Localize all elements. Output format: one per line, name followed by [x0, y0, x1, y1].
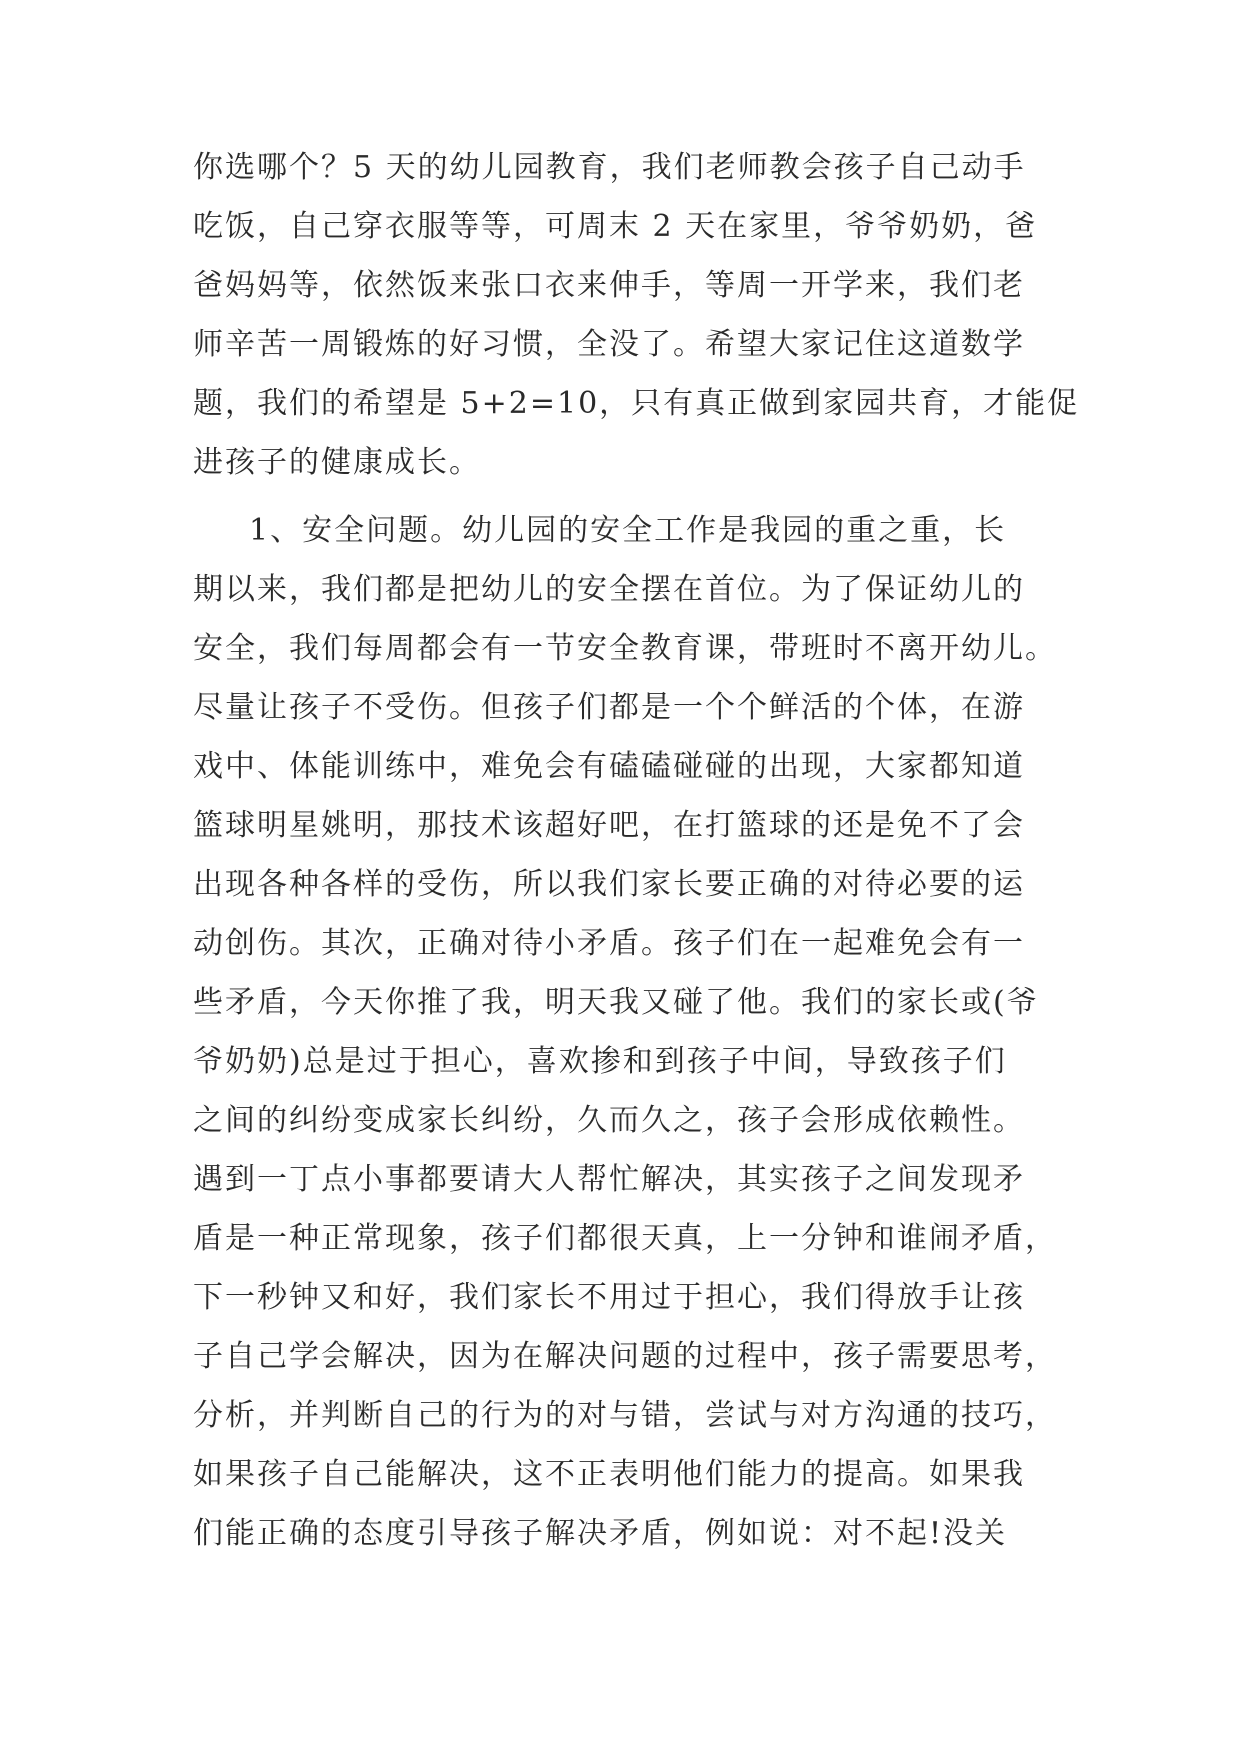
text-line: 动创伤。其次，正确对待小矛盾。孩子们在一起难免会有一: [193, 926, 1025, 961]
text-line: 遇到一丁点小事都要请大人帮忙解决，其实孩子之间发现矛: [193, 1162, 1025, 1197]
text-line: 出现各种各样的受伤，所以我们家长要正确的对待必要的运: [193, 867, 1025, 902]
text-line: 如果孩子自己能解决，这不正表明他们能力的提高。如果我: [193, 1457, 1025, 1492]
text-line: 篮球明星姚明，那技术该超好吧，在打篮球的还是免不了会: [193, 808, 1025, 843]
text-line: 你选哪个？5 天的幼儿园教育，我们老师教会孩子自己动手: [193, 150, 1026, 185]
text-line: 们能正确的态度引导孩子解决矛盾，例如说：对不起!没关: [193, 1516, 1008, 1551]
text-line: 之间的纠纷变成家长纠纷，久而久之，孩子会形成依赖性。: [193, 1103, 1025, 1138]
text-line: 安全，我们每周都会有一节安全教育课，带班时不离开幼儿。: [193, 631, 1057, 666]
text-line: 盾是一种正常现象，孩子们都很天真，上一分钟和谁闹矛盾，: [193, 1221, 1057, 1256]
text-line: 进孩子的健康成长。: [193, 445, 481, 480]
text-line: 吃饭，自己穿衣服等等，可周末 2 天在家里，爷爷奶奶，爸: [193, 209, 1038, 244]
text-line: 1、安全问题。幼儿园的安全工作是我园的重之重，长: [249, 513, 1007, 548]
text-line: 尽量让孩子不受伤。但孩子们都是一个个鲜活的个体，在游: [193, 690, 1025, 725]
text-line: 师辛苦一周锻炼的好习惯，全没了。希望大家记住这道数学: [193, 327, 1025, 362]
text-line: 些矛盾，今天你推了我，明天我又碰了他。我们的家长或(爷: [193, 985, 1039, 1020]
text-line: 期以来，我们都是把幼儿的安全摆在首位。为了保证幼儿的: [193, 572, 1025, 607]
text-line: 题，我们的希望是 5+2=10，只有真正做到家园共育，才能促: [193, 386, 1080, 421]
text-line: 爷奶奶)总是过于担心，喜欢掺和到孩子中间，导致孩子们: [193, 1044, 1007, 1079]
text-line: 子自己学会解决，因为在解决问题的过程中，孩子需要思考，: [193, 1339, 1057, 1374]
text-line: 爸妈妈等，依然饭来张口衣来伸手，等周一开学来，我们老: [193, 268, 1025, 303]
text-line: 下一秒钟又和好，我们家长不用过于担心，我们得放手让孩: [193, 1280, 1025, 1315]
text-line: 分析，并判断自己的行为的对与错，尝试与对方沟通的技巧，: [193, 1398, 1057, 1433]
text-line: 戏中、体能训练中，难免会有磕磕碰碰的出现，大家都知道: [193, 749, 1025, 784]
